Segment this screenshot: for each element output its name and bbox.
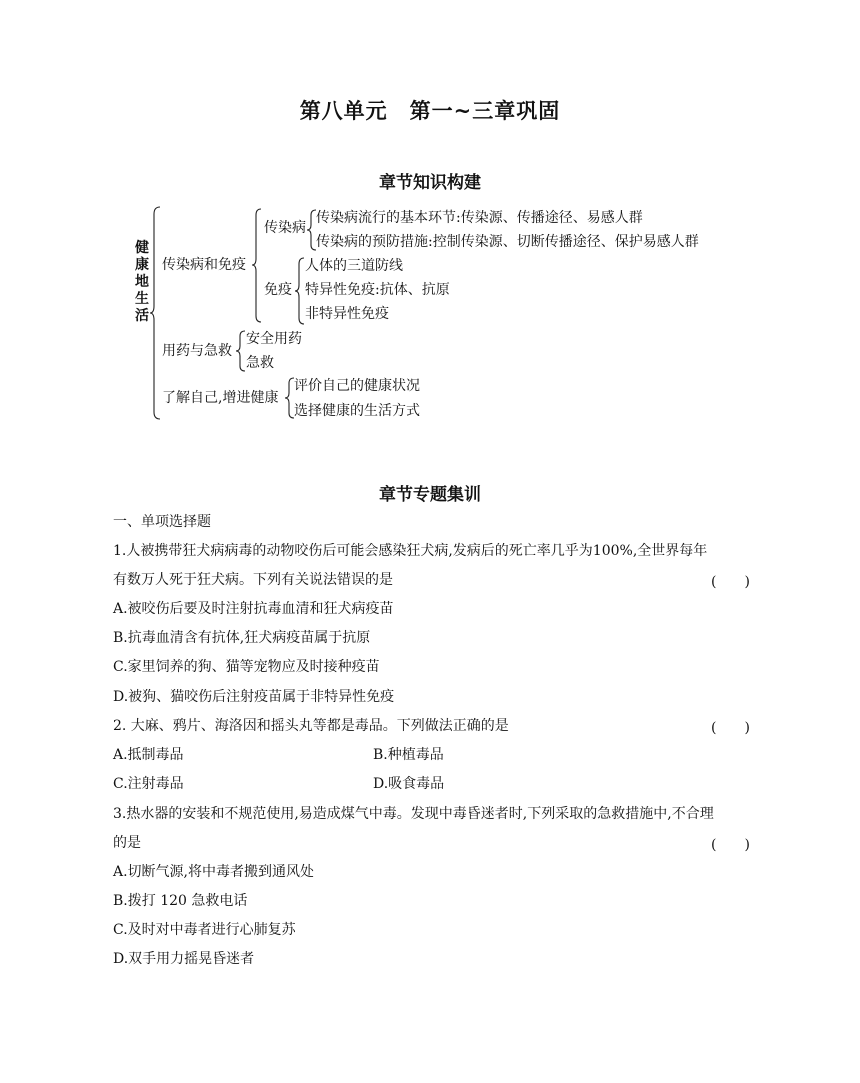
section-label: 一、单项选择题 xyxy=(113,514,211,530)
answer-blank: ( ) xyxy=(711,574,750,590)
option: D.被狗、猫咬伤后注射疫苗属于非特异性免疫 xyxy=(113,689,395,705)
immunity-item: 特异性免疫:抗体、抗原 xyxy=(305,282,450,298)
root-char: 康 xyxy=(135,257,149,273)
node-know-yourself: 了解自己,增进健康 xyxy=(162,390,279,406)
know-item: 评价自己的健康状况 xyxy=(294,378,420,394)
option: B.种植毒品 xyxy=(373,747,444,763)
practice-heading: 章节专题集训 xyxy=(379,485,481,505)
medicine-item: 安全用药 xyxy=(246,331,302,347)
immunity-item: 非特异性免疫 xyxy=(305,306,389,322)
node-infection-immunity: 传染病和免疫 xyxy=(162,257,246,273)
option: A.切断气源,将中毒者搬到通风处 xyxy=(113,864,315,880)
question-3-text-cont: 的是 xyxy=(113,835,141,851)
immunity-item: 人体的三道防线 xyxy=(305,258,403,274)
option: B.抗毒血清含有抗体,狂犬病疫苗属于抗原 xyxy=(113,630,371,646)
infectious-item: 传染病流行的基本环节:传染源、传播途径、易感人群 xyxy=(316,210,643,226)
option: D.双手用力摇晃昏迷者 xyxy=(113,951,255,967)
root-char: 活 xyxy=(135,308,149,324)
root-char: 健 xyxy=(135,240,149,256)
answer-blank: ( ) xyxy=(711,837,750,853)
infectious-item: 传染病的预防措施:控制传染源、切断传播途径、保护易感人群 xyxy=(316,234,699,250)
root-char: 地 xyxy=(135,274,149,290)
option: C.及时对中毒者进行心肺复苏 xyxy=(113,922,296,938)
node-medicine-first-aid: 用药与急救 xyxy=(162,343,232,359)
option: C.家里饲养的狗、猫等宠物应及时接种疫苗 xyxy=(113,659,380,675)
option: A.抵制毒品 xyxy=(113,747,184,763)
node-infectious-disease: 传染病 xyxy=(264,220,306,236)
question-3-text: 3.热水器的安装和不规范使用,易造成煤气中毒。发现中毒昏迷者时,下列采取的急救措施中,不合理 xyxy=(113,806,714,822)
root-label xyxy=(134,240,150,325)
root-brace xyxy=(150,206,162,420)
node-immunity: 免疫 xyxy=(264,282,292,298)
option: D.吸食毒品 xyxy=(373,776,445,792)
option: B.拨打 120 急救电话 xyxy=(113,893,248,909)
immunity-brace xyxy=(295,257,305,325)
question-1-text-cont: 有数万人死于狂犬病。下列有关说法错误的是 xyxy=(113,572,393,588)
option: C.注射毒品 xyxy=(113,776,184,792)
page-title: 第八单元 第一~三章巩固 xyxy=(299,98,561,123)
medicine-brace xyxy=(236,330,246,372)
infection-immunity-brace xyxy=(252,208,262,324)
question-2-text: 2. 大麻、鸦片、海洛因和摇头丸等都是毒品。下列做法正确的是 xyxy=(113,718,509,734)
medicine-item: 急救 xyxy=(246,355,274,371)
question-1-text: 1.人被携带狂犬病病毒的动物咬伤后可能会感染狂犬病,发病后的死亡率几乎为100%,全世界每年 xyxy=(113,543,708,559)
knowledge-heading: 章节知识构建 xyxy=(379,173,481,193)
option: A.被咬伤后要及时注射抗毒血清和狂犬病疫苗 xyxy=(113,601,394,617)
root-char: 生 xyxy=(135,291,149,307)
know-item: 选择健康的生活方式 xyxy=(294,403,420,419)
answer-blank: ( ) xyxy=(711,720,750,736)
